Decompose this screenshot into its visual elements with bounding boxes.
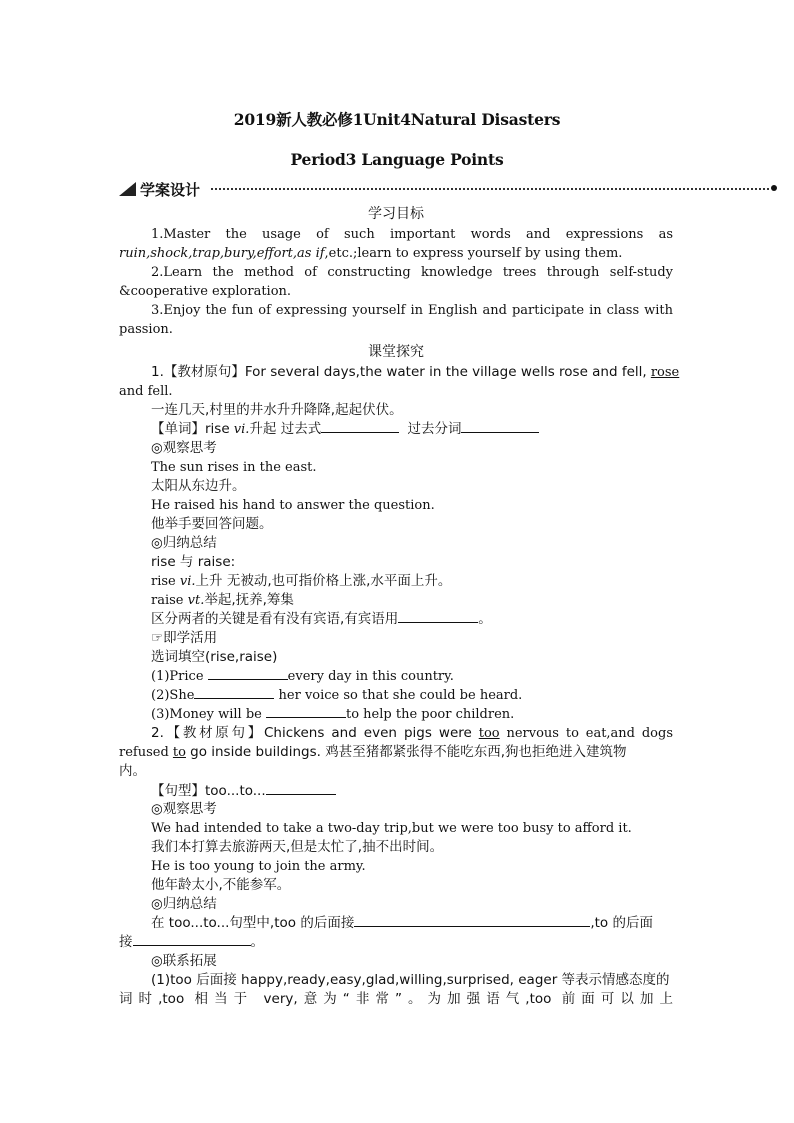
example-3-cn: 我们本打算去旅游两天,但是太忙了,抽不出时间。: [151, 839, 444, 855]
question-2: [151, 686, 673, 705]
objective-1-italic-words: ruin,shock,trap,bury,effort,as if: [119, 246, 325, 261]
difference-text: 区分两者的关键是看有没有宾语,有宾语用: [151, 611, 399, 627]
question-1-end: every day in this country.: [287, 669, 454, 684]
summary-2-b-end: 。: [250, 934, 264, 950]
question-3-blank: [266, 705, 346, 718]
point-2-line-c: 内。: [119, 763, 146, 779]
raise-pos: vt.: [187, 593, 205, 608]
rise-meaning: 上升 无被动,也可指价格上涨,水平面上升。: [195, 573, 452, 589]
point-2-refused: refused: [119, 745, 169, 760]
pattern-blank: [266, 782, 336, 795]
difference-blank: [398, 610, 478, 623]
point-1-translation: 一连几天,村里的井水升升降降,起起伏伏。: [151, 402, 403, 418]
objective-1-line-b: [119, 244, 673, 263]
question-1-start: (1)Price: [151, 669, 204, 684]
question-1: [151, 667, 673, 686]
summary-2-line-a: [151, 914, 673, 933]
rise-raise-heading: rise 与 raise:: [151, 554, 236, 570]
difference-line: [151, 610, 673, 629]
word-past-label: 升起 过去式: [249, 421, 322, 437]
pattern-line: [151, 782, 673, 801]
point-2-continuation: go inside buildings. 鸡甚至猪都紧张得不能吃东西,狗也拒绝进入建筑物: [190, 744, 627, 760]
example-1-cn: 太阳从东边升。: [151, 478, 246, 494]
summary-heading-1: ◎归纳总结: [151, 535, 217, 551]
example-4-en: He is too young to join the army.: [151, 859, 366, 874]
summary-2-text: 在 too...to...句型中,too 的后面接: [151, 915, 355, 931]
word-pp-label: 过去分词: [407, 421, 462, 437]
section-label: 学案设计: [140, 181, 201, 199]
example-1-en: The sun rises in the east.: [151, 460, 317, 475]
point-2-rest: nervous to eat,and dogs: [506, 726, 673, 741]
triangle-icon: [119, 182, 136, 196]
objectives-heading: 学习目标: [368, 206, 424, 222]
question-3: [151, 705, 673, 724]
summary-2-line-b: [119, 933, 673, 952]
objective-2-line-a: 2.Learn the method of constructing knowledge trees through self-study: [151, 265, 673, 280]
question-1-blank: [208, 667, 288, 680]
past-tense-blank: [321, 420, 399, 433]
point-2-line-b: [119, 743, 673, 762]
expand-heading: ◎联系拓展: [151, 953, 217, 969]
summary-2-blank-2: [133, 933, 251, 946]
raise-meaning: 举起,抚养,筹集: [204, 592, 294, 608]
point-1-line-a: [151, 363, 680, 382]
word-label: 【单词】rise: [151, 421, 230, 437]
point-2-line-a: [151, 724, 673, 743]
document-title: 2019新人教必修1Unit4Natural Disasters: [233, 110, 561, 129]
expand-1-line-a: (1)too 后面接 happy,ready,easy,glad,willing,surprised, eager 等表示情感态度的: [151, 972, 670, 988]
question-2-end: her voice so that she could be heard.: [278, 688, 523, 703]
document-subtitle: Period3 Language Points: [290, 150, 504, 169]
pattern-label: 【句型】too...to...: [151, 783, 266, 799]
point-2-text: 2.【教材原句】Chickens and even pigs were: [151, 725, 472, 741]
point-1-underlined: rose: [650, 365, 680, 380]
example-2-en: He raised his hand to answer the question.: [151, 498, 435, 513]
word-pos: vi.: [233, 422, 250, 437]
rule-end-dot: [771, 185, 777, 191]
rise-word: rise: [151, 574, 176, 589]
practice-heading: ☞即学活用: [151, 630, 218, 646]
point-2-underlined-to: to: [172, 745, 186, 760]
past-participle-blank: [461, 420, 539, 433]
question-2-start: (2)She: [151, 688, 195, 703]
difference-end: 。: [478, 611, 492, 627]
objective-3-line-a: 3.Enjoy the fun of expressing yourself in English and participate in class with: [151, 303, 673, 318]
example-4-cn: 他年龄太小,不能参军。: [151, 877, 291, 893]
example-3-en: We had intended to take a two-day trip,but we were too busy to afford it.: [151, 821, 632, 836]
point-2-underlined-too: too: [478, 726, 500, 741]
question-3-start: (3)Money will be: [151, 707, 262, 722]
rise-pos: vi.: [179, 574, 196, 589]
summary-2-blank-1: [354, 914, 590, 927]
word-rise-line: [151, 420, 673, 439]
raise-definition: [151, 591, 673, 610]
section-header-bar: [119, 180, 779, 200]
objective-3-line-b: passion.: [119, 322, 173, 337]
summary-2-b-start: 接: [119, 934, 133, 950]
choose-instruction: 选词填空(rise,raise): [151, 649, 278, 665]
question-3-end: to help the poor children.: [345, 707, 515, 722]
dotted-rule: [211, 188, 769, 190]
raise-word: raise: [151, 593, 184, 608]
rise-definition: [151, 572, 673, 591]
observe-heading-2: ◎观察思考: [151, 801, 217, 817]
summary-2-text-end: ,to 的后面: [590, 915, 653, 931]
example-2-cn: 他举手要回答问题。: [151, 516, 273, 532]
question-2-blank: [194, 686, 274, 699]
expand-1-line-b: 词时,too 相当于 very,意为“非常”。为加强语气,too 前面可以加上: [119, 991, 673, 1007]
explore-heading: 课堂探究: [368, 344, 424, 360]
point-1-text: 1.【教材原句】For several days,the water in the village wells rose and fell,: [151, 364, 647, 380]
summary-heading-2: ◎归纳总结: [151, 896, 217, 912]
objective-1-line-a: 1.Master the usage of such important words and expressions as: [151, 227, 673, 242]
observe-heading-1: ◎观察思考: [151, 440, 217, 456]
point-1-line-b: and fell.: [119, 384, 173, 399]
objective-1-rest: ,etc.;learn to express yourself by using them.: [324, 246, 623, 261]
objective-2-line-b: &cooperative exploration.: [119, 284, 292, 299]
